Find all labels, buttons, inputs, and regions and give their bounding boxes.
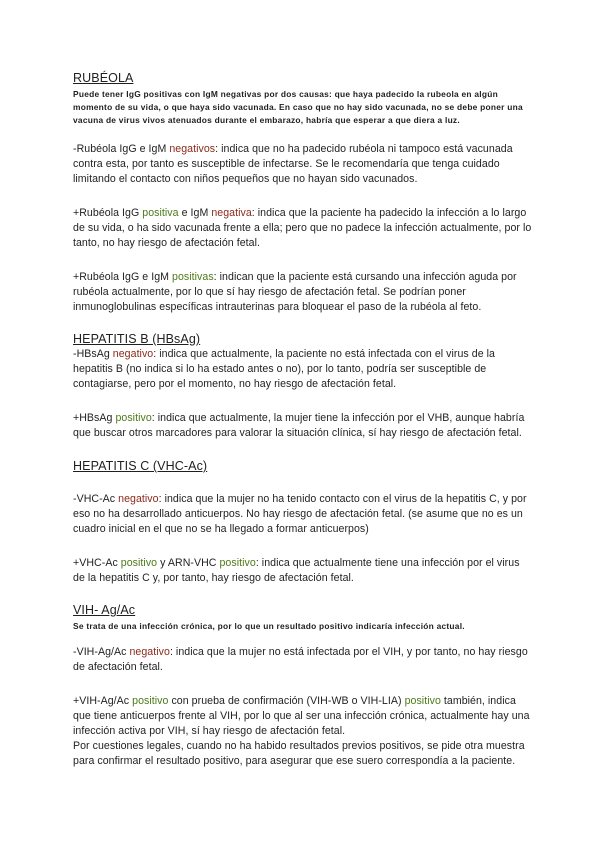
vih-note: Se trata de una infección crónica, por lo que un resultado positivo indicaría infección actual. xyxy=(73,621,465,631)
rubeola-paragraph-positive: +Rubéola IgG e IgM positivas: indican que la paciente está cursando una infección aguda por rubéola actualmente, por lo que sí hay riesgo de afectación fetal. Se podrían poner inmunoglobulinas específicas intrauterinas para bloquear el paso de la rubéola al feto. xyxy=(73,271,517,313)
document-page xyxy=(73,70,533,769)
hepc-paragraph-negative: -VHC-Ac negativo: indica que la mujer no ha tenido contacto con el virus de la hepatitis C, y por eso no ha desarrollado anticuerpos. No hay riesgo de afectación fetal. (se asume que no es un cuadro inicial en el que no se ha llegado a formar anticuerpos) xyxy=(73,493,527,535)
hepb-paragraph-negative: -HBsAg negativo: indica que actualmente, la paciente no está infectada con el virus de la hepatitis B (no indica si lo ha estado antes o no), por lo tanto, podría ser susceptible de contagiarse, pero por el momento, no hay riesgo de afectación fetal. xyxy=(73,348,495,390)
rubeola-paragraph-igg-positive: +Rubéola IgG positiva e IgM negativa: indica que la paciente ha padecido la infección a lo largo de su vida, o ha sido vacunada frente a ella; pero que no padece la infección actualmente, por lo tanto, no hay riesgo de afectación fetal. xyxy=(73,207,532,249)
section-title-hepatitis-b: HEPATITIS B (HBsAg) xyxy=(73,332,201,346)
hepb-paragraph-positive: +HBsAg positivo: indica que actualmente, la mujer tiene la infección por el VHB, aunque habría que buscar otros marcadores para valorar la situación clínica, sí hay riesgo de afectación fetal. xyxy=(73,412,525,439)
hepc-paragraph-positive: +VHC-Ac positivo y ARN-VHC positivo: indica que actualmente tiene una infección por el virus de la hepatitis C y, por tanto, hay riesgo de afectación fetal. xyxy=(73,557,520,584)
section-title-vih: VIH- Ag/Ac xyxy=(73,603,136,617)
section-title-hepatitis-c: HEPATITIS C (VHC-Ac) xyxy=(73,459,208,473)
vih-paragraph-positive: +VIH-Ag/Ac positivo con prueba de confirmación (VIH-WB o VIH-LIA) positivo también, indica que tiene anticuerpos frente al VIH, por lo que al ser una infección crónica, actualmente hay una infección activa por VIH, sí hay riesgo de afectación fetal. xyxy=(73,695,530,737)
rubeola-note: Puede tener IgG positivas con IgM negativas por dos causas: que haya padecido la rubeola en algún momento de su vida, o que haya sido vacunada. En caso que no hay sido vacunada, no se debe poner una vacuna de virus vivos atenuados durante el embarazo, habría que esperar a que diera a luz. xyxy=(73,89,523,125)
rubeola-paragraph-negative: -Rubéola IgG e IgM negativos: indica que no ha padecido rubéola ni tampoco está vacunada contra esta, por tanto es susceptible de infectarse. Se le recomendaría que tenga cuidado limitando el contacto con niños pequeños que no hayan sido vacunados. xyxy=(73,143,513,185)
vih-paragraph-negative: -VIH-Ag/Ac negativo: indica que la mujer no está infectada por el VIH, y por tanto, no hay riesgo de afectación fetal. xyxy=(73,646,528,673)
section-title-rubeola: RUBÉOLA xyxy=(73,71,134,85)
vih-paragraph-legal: Por cuestiones legales, cuando no ha habido resultados previos positivos, se pide otra muestra para confirmar el resultado positivo, para asegurar que ese suero correspondía a la paciente. xyxy=(73,740,525,767)
